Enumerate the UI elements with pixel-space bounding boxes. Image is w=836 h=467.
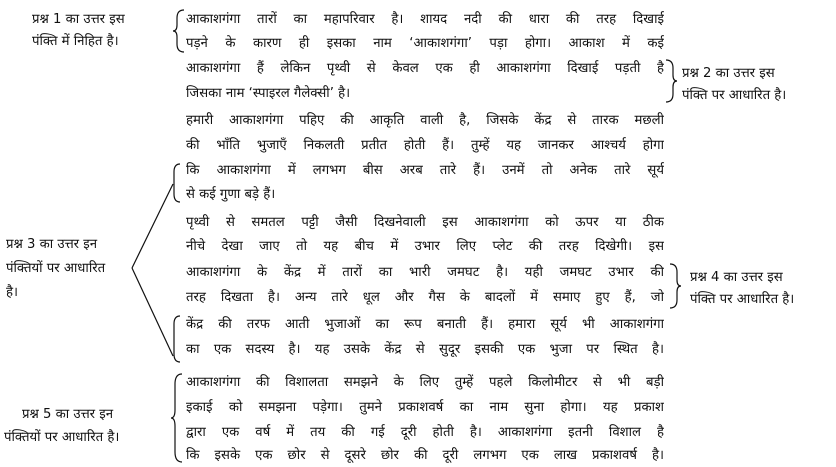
passage-line-4: जिसका नाम ‘स्पाइरल गैलेक्सी’ है।: [186, 86, 351, 101]
brace-q4: [668, 262, 682, 310]
note-q2-line-1: प्रश्न 2 का उत्तर इस: [682, 66, 775, 81]
note-q5-line-2: पंक्तियों पर आधारित है।: [4, 430, 120, 445]
brace-q2: [664, 58, 678, 104]
brace-q5: [170, 372, 184, 464]
passage-line-16: इकाई को समझना पड़ेगा। तुमने प्रकाशवर्ष का नाम सुना होगा। यह प्रकाश: [186, 400, 664, 415]
passage-line-8: से कई गुणा बड़े हैं।: [186, 187, 276, 202]
passage-line-9: पृथ्वी से समतल पट्टी जैसी दिखनेवाली इस आकाशगंगा को ऊपर या ठीक: [186, 215, 664, 230]
brace-q3-bottom: [168, 314, 182, 364]
passage-line-15: आकाशगंगा की विशालता समझने के लिए तुम्हें पहले किलोमीटर से भी बड़ी: [186, 375, 664, 390]
passage-line-18: कि इसके एक छोर से दूसरे छोर की दूरी लगभग एक लाख प्रकाशवर्ष है।: [186, 448, 664, 463]
passage-line-7: कि आकाशगंगा में लगभग बीस अरब तारे हैं। उनमें तो अनेक तारे सूर्य: [186, 163, 664, 178]
note-q3-line-2: पंक्तियों पर आधारित: [6, 261, 106, 276]
passage-line-13: केंद्र की तरफ आती भुजाओं का रूप बनाती हैं। हमारा सूर्य भी आकाशगंगा: [186, 317, 664, 332]
note-q1-line-2: पंक्ति में निहित है।: [32, 34, 119, 49]
passage-line-11: आकाशगंगा के केंद्र में तारों का भारी जमघट है। यही जमघट उभार की: [186, 265, 664, 280]
note-q3-line-1: प्रश्न 3 का उत्तर इन: [6, 237, 98, 252]
passage-line-2: पड़ने के कारण ही इसका नाम ‘आकाशगंगा’ पड़ा होगा। आकाश में कई: [186, 36, 664, 51]
note-q5-line-1: प्रश्न 5 का उत्तर इन: [22, 407, 114, 422]
passage-line-3: आकाशगंगा हैं लेकिन पृथ्वी से केवल एक ही आकाशगंगा दिखाई पड़ती है: [186, 61, 664, 76]
passage-line-6: की भाँति भुजाएँ निकलती प्रतीत होती हैं। तुम्हें यह जानकर आश्चर्य होगा: [186, 138, 664, 153]
passage-line-17: द्वारा एक वर्ष में तय की गई दूरी होती है। आकाशगंगा इतनी विशाल है: [186, 425, 664, 440]
note-q4-line-1: प्रश्न 4 का उत्तर इस: [690, 270, 783, 285]
note-q4-line-2: पंक्ति पर आधारित है।: [690, 292, 795, 307]
passage-line-5: हमारी आकाशगंगा पहिए की आकृति वाली है, जिसके केंद्र से तारक मछली: [186, 113, 664, 128]
note-q2-line-2: पंक्ति पर आधारित है।: [682, 88, 787, 103]
passage-line-1: आकाशगंगा तारों का महापरिवार है। शायद नदी की धारा की तरह दिखाई: [186, 12, 664, 27]
note-q1-line-1: प्रश्न 1 का उत्तर इस: [32, 12, 125, 27]
passage-line-12: तरह दिखता है। अन्य तारे धूल और गैस के बादलों में समाए हुए हैं, जो: [186, 290, 664, 305]
brace-q3-connector: [126, 176, 174, 372]
brace-q1: [172, 8, 186, 54]
note-q3-line-3: है।: [6, 285, 19, 300]
passage-line-10: नीचे देखा जाए तो यह बीच में उभार लिए प्लेट की तरह दिखेगी। इस: [186, 239, 664, 254]
passage-line-14: का एक सदस्य है। यह उसके केंद्र से सुदूर इसकी एक भुजा पर स्थित है।: [186, 342, 664, 357]
